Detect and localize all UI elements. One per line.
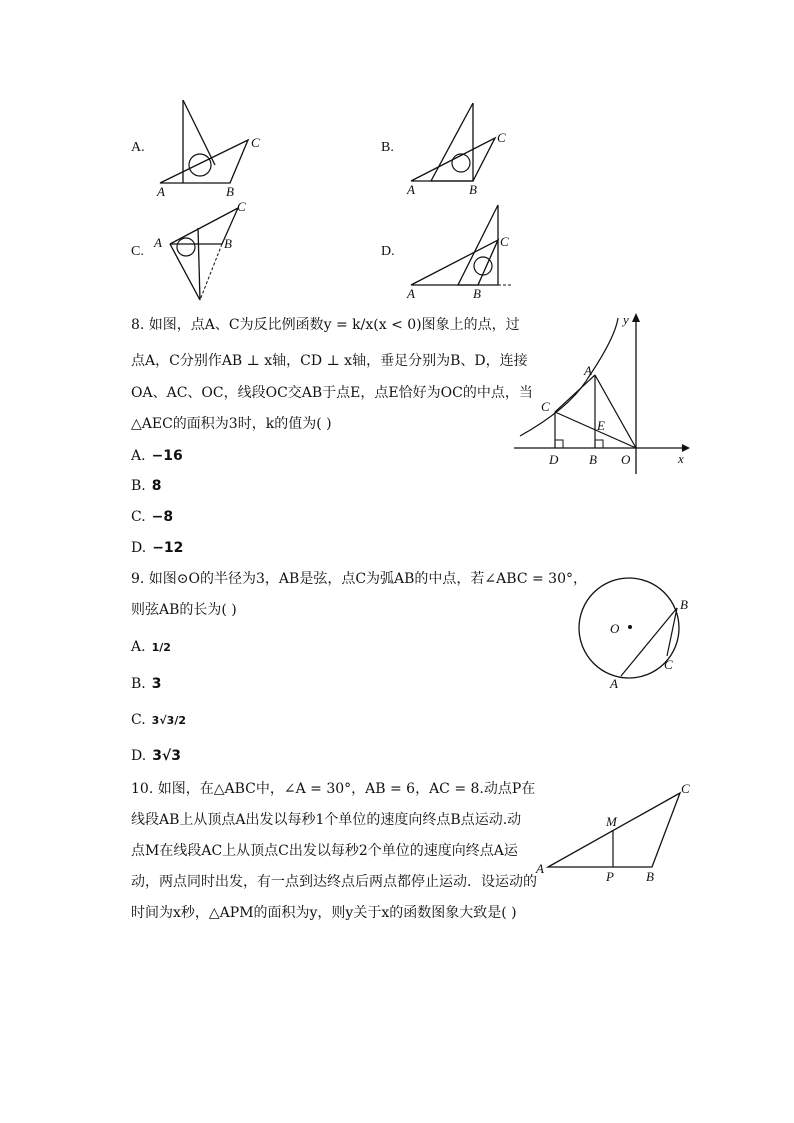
q10-label-a: A (536, 861, 544, 876)
q9-option-b[interactable] (131, 673, 162, 695)
q8-stem-line-2: 点A，C分别作AB ⊥ x轴，CD ⊥ x轴，垂足分别为B、D，连接 (131, 353, 528, 369)
q9-label-o: O (610, 621, 620, 636)
q7d-point-b: B (473, 286, 481, 301)
q8-label-x: x (678, 451, 684, 466)
q8-option-c-label: C. (131, 509, 146, 525)
q9-label-c: C (664, 657, 673, 672)
q9-option-a-value: 1/2 (151, 641, 171, 654)
q9-label-b: B (680, 597, 688, 612)
q8-option-d-label: D. (131, 540, 147, 556)
q7-option-b-figure (403, 98, 513, 200)
q7-option-d-figure (403, 200, 515, 305)
q8-label-b: B (589, 452, 597, 467)
q7-option-c-label: C. (131, 244, 144, 259)
q8-option-a-label: A. (131, 448, 146, 464)
q10-stem-line-2: 线段AB上从顶点A出发以每秒1个单位的速度向终点B点运动.动 (131, 812, 522, 828)
q7b-point-b: B (469, 182, 477, 197)
q7d-point-a: A (407, 286, 415, 301)
q10-figure (530, 777, 700, 885)
q9-stem-line-2: 则弦AB的长为( ) (131, 602, 237, 618)
q7d-point-c: C (500, 234, 509, 249)
q9-option-c[interactable] (131, 709, 186, 731)
q7a-point-b: B (226, 184, 234, 199)
q9-label-a: A (610, 676, 618, 691)
q9-option-d[interactable] (131, 745, 181, 767)
q8-option-c[interactable] (131, 506, 173, 528)
q7-option-a-figure (150, 95, 265, 200)
q8-stem-line-4: △AEC的面积为3时，k的值为( ) (131, 416, 332, 432)
q7-option-a-label: A. (131, 140, 145, 155)
q10-label-m: M (606, 814, 617, 829)
q8-option-a-value: −16 (151, 448, 183, 464)
q8-label-c: C (541, 399, 550, 414)
q8-label-e: E (597, 418, 605, 433)
q9-option-c-label: C. (131, 712, 146, 728)
q7a-point-a: A (157, 184, 165, 199)
q10-label-b: B (646, 869, 654, 884)
q8-option-b-value: 8 (151, 478, 162, 494)
q9-option-d-label: D. (131, 748, 147, 764)
q10-stem-line-3: 点M在线段AC上从顶点C出发以每秒2个单位的速度向终点A运 (131, 843, 518, 859)
q9-stem-line-1: 9. 如图⊙O的半径为3，AB是弦，点C为弧AB的中点，若∠ABC = 30°， (131, 571, 587, 587)
q8-label-y: y (623, 312, 629, 327)
q8-option-b[interactable] (131, 475, 162, 497)
q9-option-c-value: 3√3/2 (151, 714, 186, 727)
q7b-point-c: C (497, 130, 506, 145)
q7-option-b-label: B. (381, 140, 394, 155)
q8-label-o: O (621, 452, 631, 467)
q9-figure (572, 572, 702, 694)
q8-option-a[interactable] (131, 445, 183, 467)
q8-label-a: A (584, 363, 592, 378)
q10-triangle (548, 793, 680, 867)
q8-stem-line-3: OA、AC、OC，线段OC交AB于点E，点E恰好为OC的中点，当 (131, 385, 533, 401)
q7c-point-b: B (224, 236, 232, 251)
q8-option-b-label: B. (131, 478, 146, 494)
q10-stem-line-5: 时间为x秒，△APM的面积为y，则y关于x的函数图象大致是( ) (131, 905, 517, 921)
q9-option-a[interactable] (131, 636, 171, 658)
q7-option-c-figure (150, 200, 255, 305)
q10-stem-line-1: 10. 如图，在△ABC中，∠A = 30°，AB = 6，AC = 8.动点P在 (131, 781, 536, 797)
q7b-point-a: A (407, 182, 415, 197)
q9-option-b-value: 3 (151, 676, 162, 692)
q7-option-d-label: D. (381, 244, 395, 259)
q10-stem-line-4: 动，两点同时出发，有一点到达终点后两点都停止运动．设运动的 (131, 874, 537, 890)
q8-stem-line-1: 8. 如图，点A、C为反比例函数y = k/x(x < 0)图象上的点，过 (131, 317, 520, 333)
q7a-point-c: C (251, 135, 260, 150)
q9-option-d-value: 3√3 (152, 748, 182, 764)
q10-label-p: P (606, 869, 614, 884)
q10-label-c: C (681, 781, 690, 796)
q8-option-c-value: −8 (151, 509, 174, 525)
q8-option-d-value: −12 (152, 540, 184, 556)
q8-option-d[interactable] (131, 537, 183, 559)
q7c-point-a: A (154, 235, 162, 250)
q7c-point-c: C (237, 200, 246, 214)
q8-figure (510, 308, 695, 480)
q9-option-b-label: B. (131, 676, 146, 692)
q9-option-a-label: A. (131, 639, 146, 655)
q8-label-d: D (549, 452, 559, 467)
